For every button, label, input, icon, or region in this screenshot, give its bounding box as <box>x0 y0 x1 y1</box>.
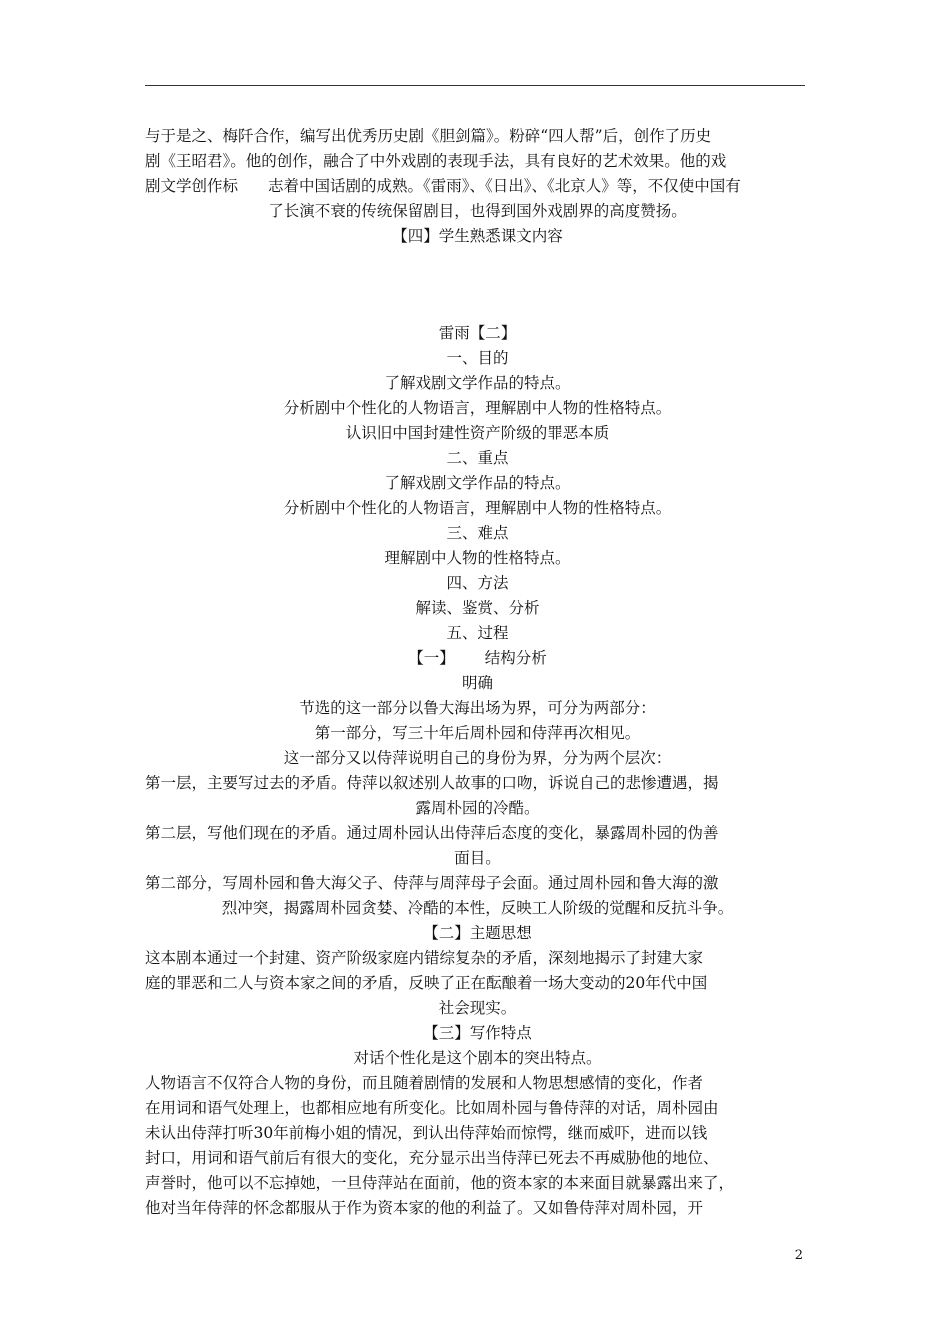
key-item: 了解戏剧文学作品的特点。 <box>384 474 571 492</box>
lesson-title: 雷雨【二】 <box>438 324 517 342</box>
layer-two-line: 面目。 <box>454 849 501 867</box>
heading-method: 四、方法 <box>446 574 509 592</box>
part-two-line: 第二部分，写周朴园和鲁大海父子、侍萍与周萍母子会面。通过周朴园和鲁大海的激 <box>145 874 719 892</box>
layer-one-line: 第一层，主要写过去的矛盾。侍萍以叙述别人故事的口吻，诉说自己的悲惨遭遇，揭 <box>145 774 719 792</box>
paragraph-line-part: 剧文学创作标 <box>145 177 239 195</box>
writing-line: 人物语言不仅符合人物的身份，而且随着剧情的发展和人物思想感情的变化，作者 <box>145 1074 704 1092</box>
theme-line: 这本剧本通过一个封建、资产阶级家庭内错综复杂的矛盾，深刻地揭示了封建大家 <box>145 949 704 967</box>
paragraph-line: 剧《王昭君》。他的创作，融合了中外戏剧的表现手法，具有良好的艺术效果。他的戏 <box>145 152 727 170</box>
goal-item: 认识旧中国封建性资产阶级的罪恶本质 <box>345 424 610 442</box>
method-item: 解读、鉴赏、分析 <box>415 599 540 617</box>
structure-line: 第一部分，写三十年后周朴园和侍萍再次相见。 <box>314 724 641 742</box>
header-rule <box>145 85 805 86</box>
difficulty-item: 理解剧中人物的性格特点。 <box>384 549 571 567</box>
paragraph-line: 了长演不衰的传统保留剧目，也得到国外戏剧界的高度赞扬。 <box>268 202 687 220</box>
paragraph-line: 与于是之、梅阡合作，编写出优秀历史剧《胆剑篇》。粉碎“四人帮”后，创作了历史 <box>145 127 712 145</box>
structure-line: 节选的这一部分以鲁大海出场为界，可分为两部分： <box>299 699 656 717</box>
writing-intro: 对话个性化是这个剧本的突出特点。 <box>353 1049 602 1067</box>
structure-heading-text: 结构分析 <box>484 649 547 667</box>
goal-item: 分析剧中个性化的人物语言，理解剧中人物的性格特点。 <box>283 399 672 417</box>
layer-one-line: 露周朴园的冷酷。 <box>415 799 540 817</box>
section-heading: 【四】学生熟悉课文内容 <box>392 227 563 245</box>
writing-heading: 【三】写作特点 <box>423 1024 532 1042</box>
layer-two-line: 第二层，写他们现在的矛盾。通过周朴园认出侍萍后态度的变化，暴露周朴园的伪善 <box>145 824 719 842</box>
writing-line: 在用词和语气处理上，也都相应地有所变化。比如周朴园与鲁侍萍的对话，周朴园由 <box>145 1099 719 1117</box>
structure-heading-mark: 【一】 <box>408 649 455 667</box>
page-number: 2 <box>794 1248 803 1263</box>
paragraph-line <box>145 174 810 199</box>
heading-difficulty: 三、难点 <box>446 524 509 542</box>
goal-item: 了解戏剧文学作品的特点。 <box>384 374 571 392</box>
writing-line: 封口，用词和语气前后有很大的变化，充分显示出当侍萍已死去不再威胁他的地位、 <box>145 1149 719 1167</box>
heading-key-points: 二、重点 <box>446 449 509 467</box>
writing-line: 未认出侍萍打听30年前梅小姐的情况，到认出侍萍始而惊愕，继而威吓，进而以钱 <box>145 1124 708 1142</box>
structure-line: 这一部分又以侍萍说明自己的身份为界，分为两个层次： <box>283 749 672 767</box>
theme-line: 社会现实。 <box>438 999 517 1017</box>
writing-line: 他对当年侍萍的怀念都服从于作为资本家的他的利益了。又如鲁侍萍对周朴园，开 <box>145 1199 704 1217</box>
heading-process: 五、过程 <box>446 624 509 642</box>
structure-heading <box>145 646 810 671</box>
paragraph-line-part: 志着中国话剧的成熟。《雷雨》、《日出》、《北京人》等，不仅使中国有 <box>268 177 741 195</box>
key-item: 分析剧中个性化的人物语言，理解剧中人物的性格特点。 <box>283 499 672 517</box>
theme-heading: 【二】主题思想 <box>423 924 532 942</box>
heading-purpose: 一、目的 <box>446 349 509 367</box>
theme-line: 庭的罪恶和二人与资本家之间的矛盾，反映了正在酝酿着一场大变动的20年代中国 <box>145 974 708 992</box>
writing-line: 声誉时，他可以不忘掉她，一旦侍萍站在面前，他的资本家的本来面目就暴露出来了， <box>145 1174 735 1192</box>
document-page <box>145 124 810 1221</box>
clarify-label: 明确 <box>461 674 493 692</box>
part-two-line: 烈冲突，揭露周朴园贪婪、冷酷的本性，反映工人阶级的觉醒和反抗斗争。 <box>221 899 734 917</box>
